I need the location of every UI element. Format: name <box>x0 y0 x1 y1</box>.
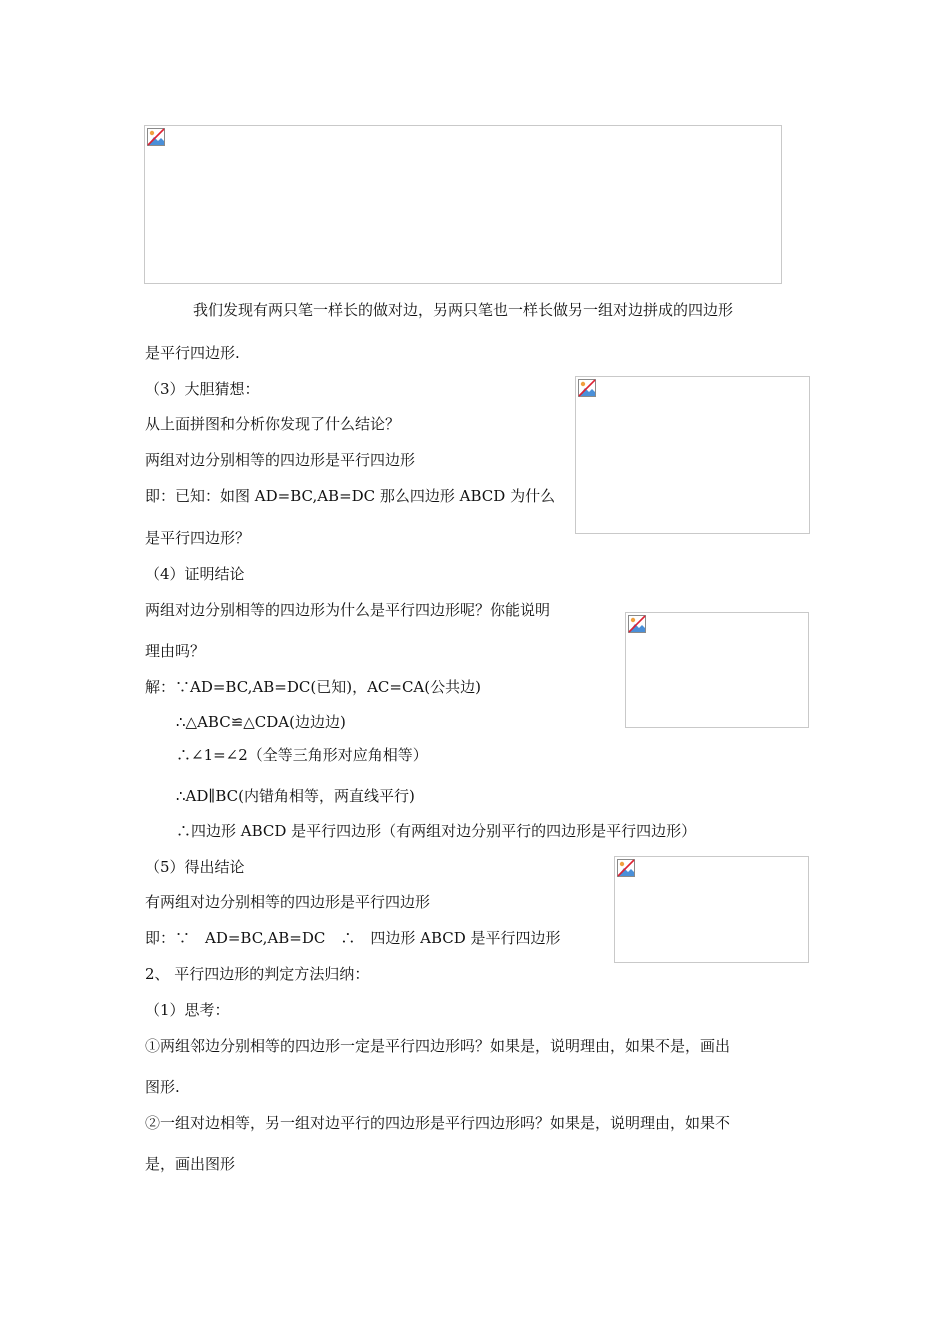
section-heading: （3）大胆猜想： <box>145 380 260 398</box>
paragraph-line: 是，画出图形 <box>145 1155 236 1173</box>
paragraph-line: 两组对边分别相等的四边形为什么是平行四边形呢？你能说明 <box>145 601 551 619</box>
paragraph-line: ②一组对边相等，另一组对边平行的四边形是平行四边形吗？如果是，说明理由，如果不 <box>145 1114 731 1132</box>
proof-step: ∴∠1=∠2（全等三角形对应角相等） <box>176 746 428 764</box>
figure-image-2 <box>575 376 810 534</box>
broken-image-icon <box>628 615 646 633</box>
broken-image-icon <box>578 379 596 397</box>
paragraph-line: 我们发现有两只笔一样长的做对边，另两只笔也一样长做另一组对边拼成的四边形 <box>193 301 734 319</box>
paragraph-line: 即：已知：如图 AD=BC,AB=DC 那么四边形 ABCD 为什么 <box>145 487 556 505</box>
paragraph-line: 图形. <box>145 1078 180 1096</box>
paragraph-line: 即：∵ AD=BC,AB=DC ∴ 四边形 ABCD 是平行四边形 <box>145 929 561 947</box>
paragraph-line: 理由吗？ <box>145 642 206 660</box>
proof-step: 解：∵AD=BC,AB=DC(已知)，AC=CA(公共边) <box>145 678 481 696</box>
paragraph-line: 从上面拼图和分析你发现了什么结论？ <box>145 415 401 433</box>
paragraph-line: 两组对边分别相等的四边形是平行四边形 <box>145 451 416 469</box>
paragraph-line: ①两组邻边分别相等的四边形一定是平行四边形吗？如果是，说明理由，如果不是，画出 <box>145 1037 731 1055</box>
paragraph-line: 是平行四边形. <box>145 344 240 362</box>
figure-image-3 <box>625 612 809 728</box>
proof-step: ∴四边形 ABCD 是平行四边形（有两组对边分别平行的四边形是平行四边形） <box>176 822 697 840</box>
proof-step: ∴△ABC≌△CDA(边边边) <box>176 713 346 731</box>
paragraph-line: （1）思考： <box>145 1001 230 1019</box>
proof-step: ∴AD∥BC(内错角相等，两直线平行) <box>176 787 415 805</box>
paragraph-line: 是平行四边形？ <box>145 529 251 547</box>
figure-image-1 <box>144 125 782 284</box>
section-heading: （4）证明结论 <box>145 565 245 583</box>
section-heading: （5）得出结论 <box>145 858 245 876</box>
broken-image-icon <box>147 128 165 146</box>
section-heading: 2、 平行四边形的判定方法归纳： <box>145 965 370 983</box>
figure-image-4 <box>614 856 809 963</box>
paragraph-line: 有两组对边分别相等的四边形是平行四边形 <box>145 893 431 911</box>
broken-image-icon <box>617 859 635 877</box>
